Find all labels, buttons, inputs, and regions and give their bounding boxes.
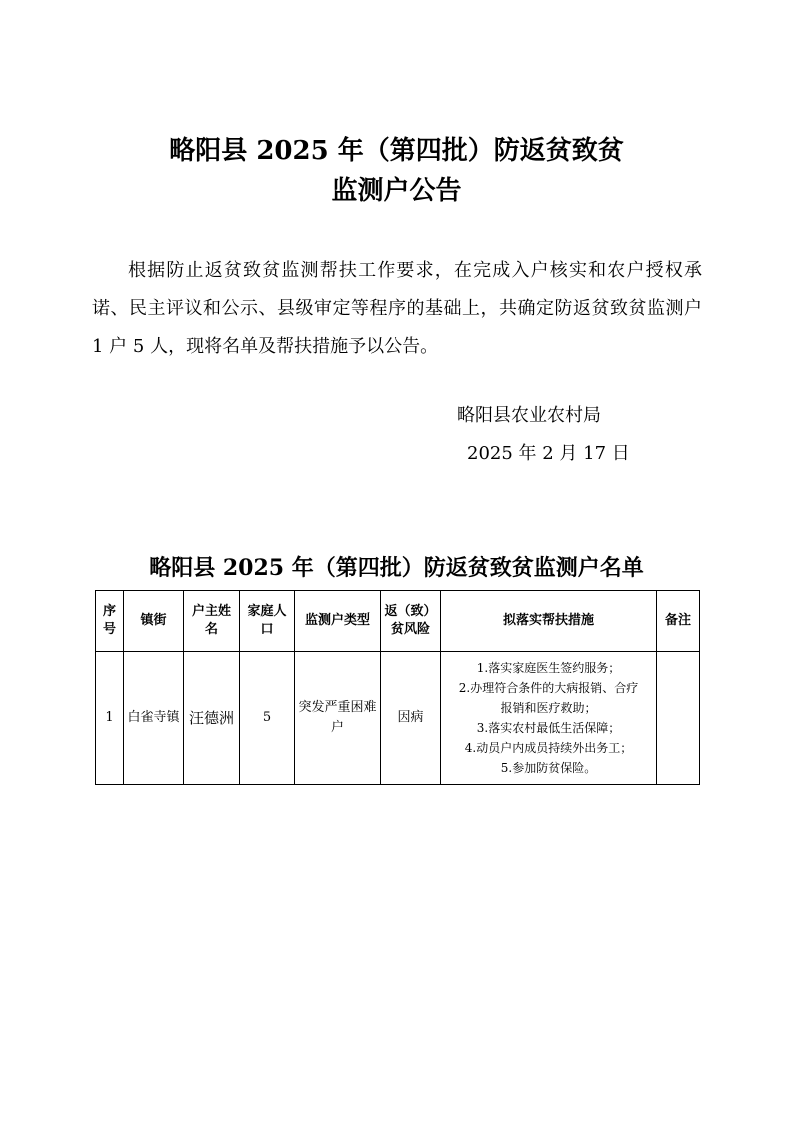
cell-householder: 汪德洲 — [184, 652, 240, 785]
measure-line: 2.办理符合条件的大病报销、合疗 — [458, 681, 639, 695]
header-town: 镇街 — [124, 591, 184, 652]
measure-line: 1.落实家庭医生签约服务； — [476, 661, 621, 675]
header-type: 监测户类型 — [295, 591, 381, 652]
table-title: 略阳县 2025 年（第四批）防返贫致贫监测户名单 — [149, 555, 644, 581]
table-row — [96, 652, 700, 785]
cell-type: 突发严重困难户 — [295, 652, 381, 785]
cell-remark — [657, 652, 700, 785]
header-householder: 户主姓名 — [184, 591, 240, 652]
cell-population: 5 — [240, 652, 295, 785]
header-risk: 返（致）贫风险 — [381, 591, 441, 652]
signature-org: 略阳县农业农村局 — [457, 405, 601, 426]
table-header-row — [96, 591, 700, 652]
notice-paragraph: 根据防止返贫致贫监测帮扶工作要求，在完成入户核实和农户授权承诺、民主评议和公示、县级审定等程序的基础上，共确定防返贫致贫监测户 1 户 5 人，现将名单及帮扶措施予以公告。 — [92, 260, 702, 357]
header-population: 家庭人口 — [240, 591, 295, 652]
header-index: 序号 — [96, 591, 124, 652]
cell-risk: 因病 — [381, 652, 441, 785]
header-remark: 备注 — [657, 591, 700, 652]
household-table — [95, 590, 700, 785]
cell-measures — [441, 652, 657, 785]
cell-town: 白雀寺镇 — [124, 652, 184, 785]
measure-line: 报销和医疗救助； — [500, 701, 597, 715]
measure-line: 3.落实农村最低生活保障； — [476, 721, 621, 735]
measure-line: 5.参加防贫保险。 — [500, 761, 597, 775]
header-measures: 拟落实帮扶措施 — [441, 591, 657, 652]
cell-index: 1 — [96, 652, 124, 785]
signature-date: 2025 年 2 月 17 日 — [467, 443, 630, 464]
measure-line: 4.动员户内成员持续外出务工； — [464, 741, 633, 755]
notice-title-line-1: 略阳县 2025 年（第四批）防返贫致贫 — [169, 136, 624, 166]
notice-body — [92, 252, 702, 366]
notice-title-line-2: 监测户公告 — [331, 176, 462, 206]
